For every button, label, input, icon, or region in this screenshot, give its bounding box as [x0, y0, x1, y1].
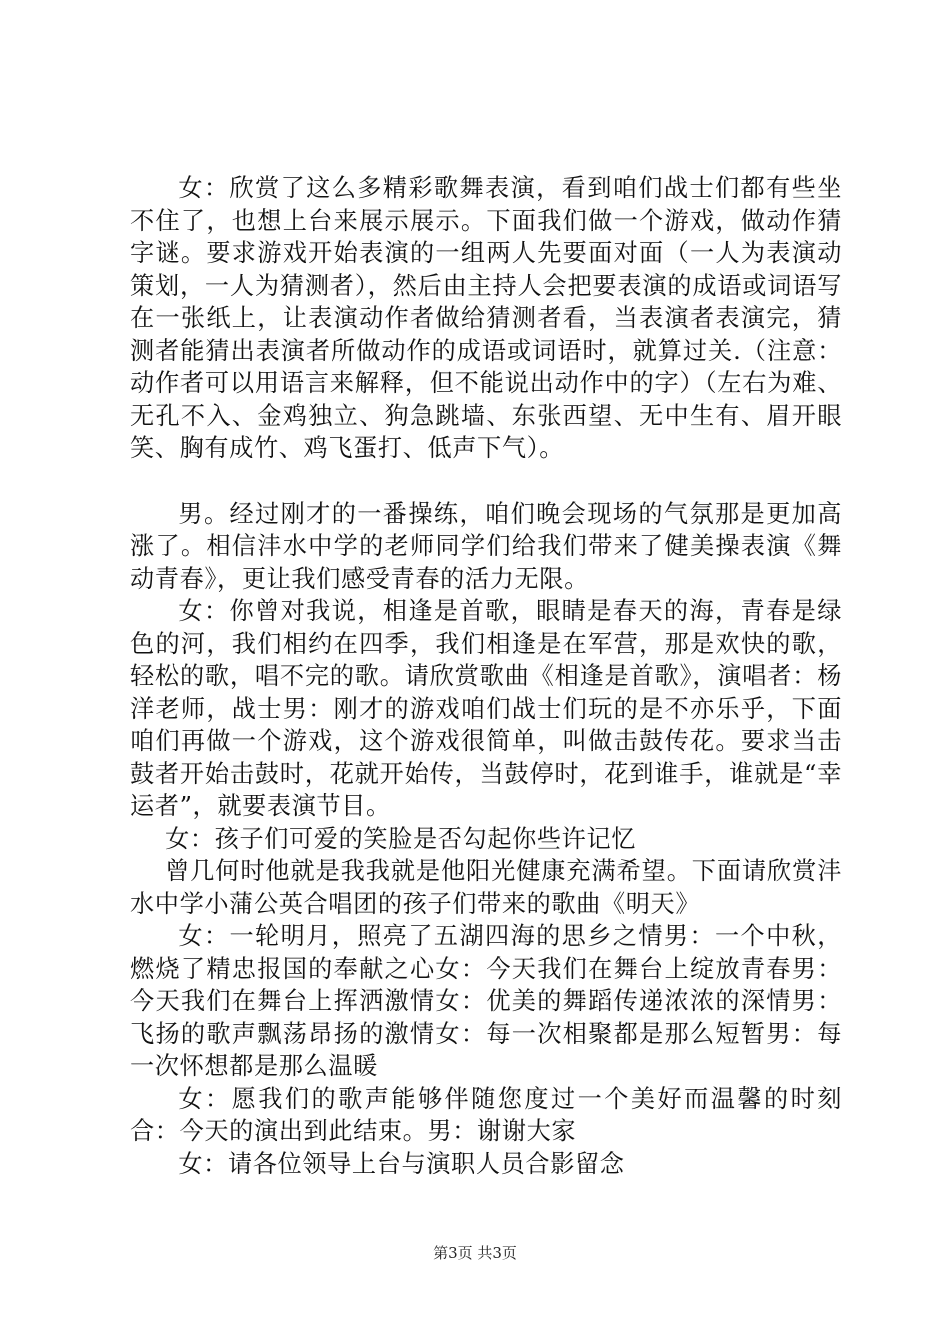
paragraph-aerobics: 男。经过刚才的一番操练，咱们晚会现场的气氛那是更加高涨了。相信沣水中学的老师同学们给我们带来了健美操表演《舞动青春》，更让我们感受青春的活力无限。 — [130, 499, 842, 593]
document-body — [130, 172, 842, 1180]
paragraph-choir-tomorrow: 曾几何时他就是我我就是他阳光健康充满希望。下面请欣赏沣水中学小蒲公英合唱团的孩子们带来的歌曲《明天》 — [130, 857, 842, 918]
paragraph-closing: 女：愿我们的歌声能够伴随您度过一个美好而温馨的时刻合：今天的演出到此结束。男：谢谢大家 — [130, 1084, 842, 1145]
paragraph-song-meeting: 女：你曾对我说，相逢是首歌，眼睛是春天的海，青春是绿色的河，我们相约在四季，我们相逢是在军营，那是欢快的歌，轻松的歌，唱不完的歌。请欣赏歌曲《相逢是首歌》，演唱者：杨洋老师，战士男：刚才的游戏咱们战士们玩的是不亦乐乎，下面咱们再做一个游戏，这个游戏很简单，叫做击鼓传花。要求当击鼓者开始击鼓时，花就开始传，当鼓停时，花到谁手，谁就是“幸运者”，就要表演节目。 — [130, 597, 842, 820]
paragraph-gap — [130, 465, 842, 498]
paragraph-game-charades: 女：欣赏了这么多精彩歌舞表演，看到咱们战士们都有些坐不住了，也想上台来展示展示。下面我们做一个游戏，做动作猜字谜。要求游戏开始表演的一组两人先要面对面（一人为表演动策划，一人为猜测者），然后由主持人会把要表演的成语或词语写在一张纸上，让表演动作者做给猜测者看，当表演者表演完，猜测者能猜出表演者所做动作的成语或词语时，就算过关.（注意：动作者可以用语言来解释，但不能说出动作中的字）（左右为难、无孔不入、金鸡独立、狗急跳墙、东张西望、无中生有、眉开眼笑、胸有成竹、鸡飞蛋打、低声下气）。 — [130, 174, 842, 462]
paragraph-group-photo: 女：请各位领导上台与演职人员合影留念 — [178, 1149, 625, 1178]
page-number-footer: 第3页 共3页 — [433, 1244, 517, 1262]
paragraph-children-smiles: 女：孩子们可爱的笑脸是否勾起你些许记忆 — [165, 824, 637, 853]
paragraph-moon-dialogue: 女：一轮明月，照亮了五湖四海的思乡之情男：一个中秋，燃烧了精忠报国的奉献之心女：今天我们在舞台上绽放青春男：今天我们在舞台上挥洒激情女：优美的舞蹈传递浓浓的深情男：飞扬的歌声飘荡昂扬的激情女：每一次相聚都是那么短暂男：每一次怀想都是那么温暖 — [130, 922, 842, 1080]
